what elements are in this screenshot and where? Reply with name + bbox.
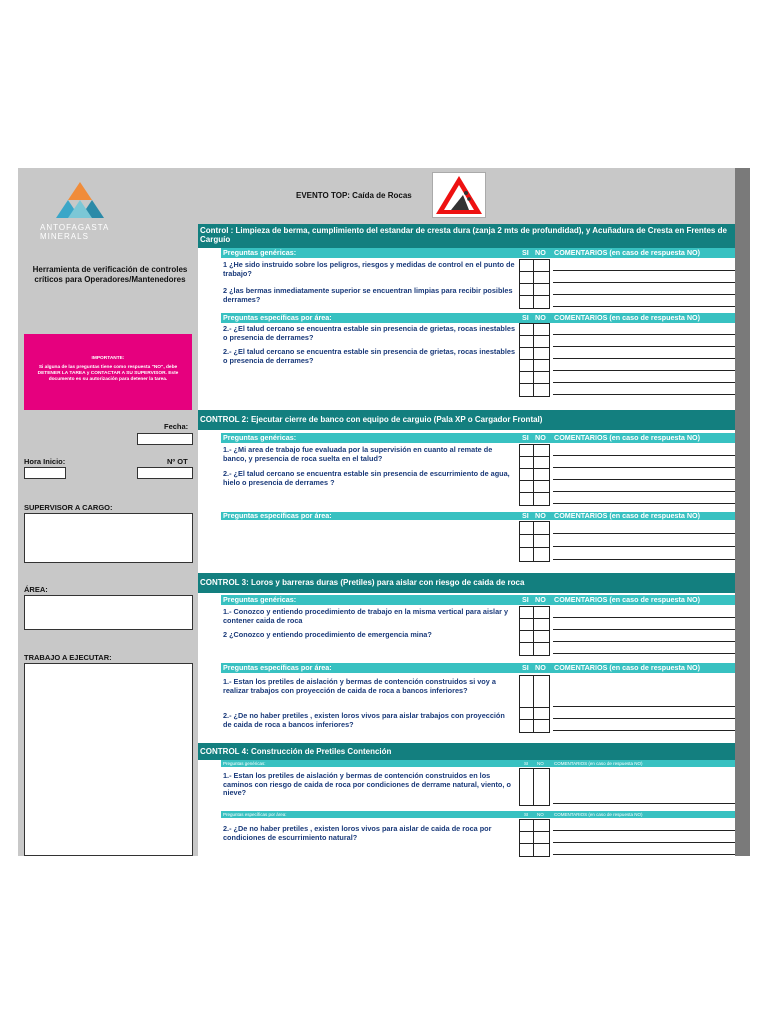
control-3-specific-header [221, 663, 735, 673]
control-1-specific-q2: 2.- ¿El talud cercano se encuentra estable sin presencia de grietas, rocas inestables o presencia de derrames? [223, 347, 515, 365]
c4-no-1[interactable] [533, 768, 550, 806]
generic-label: Preguntas genéricas: [223, 248, 297, 257]
area-label: ÁREA: [24, 585, 48, 594]
generic-label: Preguntas genéricas: [223, 761, 266, 766]
control-1-specific-q1: 2.- ¿El talud cercano se encuentra estable sin presencia de grietas, rocas inestables o presencia de derrames? [223, 324, 515, 342]
no-label: NO [537, 812, 544, 817]
specific-label: Preguntas específicas por área: [223, 511, 332, 520]
no-label: NO [535, 248, 546, 257]
area-field[interactable] [24, 595, 193, 630]
comentarios-label: COMENTARIOS (en caso de respuesta NO) [554, 663, 701, 672]
c1-no-4[interactable] [533, 295, 550, 309]
control-2-generic-q2: 2.- ¿El talud cercano se encuentra estable sin presencia de escurrimiento de agua, hielo o presencia de derrames ? [223, 469, 510, 487]
control-1-specific-header [221, 313, 735, 323]
comentarios-label: COMENTARIOS (en caso de respuesta NO) [554, 433, 701, 442]
control-4-header: CONTROL 4: Construcción de Pretiles Contención [198, 743, 735, 760]
si-label: SI [522, 663, 529, 672]
control-3-header: CONTROL 3: Loros y barreras duras (Pretiles) para aislar con riesgo de caida de roca [198, 573, 735, 593]
control-2-specific-header [221, 512, 735, 520]
si-label: SI [524, 761, 529, 766]
no-label: NO [535, 663, 546, 672]
control-3-specific-q1: 1.- Estan los pretiles de aislación y bermas de contención construidos si voy a realizar trabajos con proyección de caida de roca a bancos inferiores? [223, 677, 496, 695]
important-title: IMPORTANTE: [91, 356, 125, 361]
si-label: SI [522, 313, 529, 322]
logo-wordmark: ANTOFAGASTA MINERALS [40, 223, 110, 241]
si-label: SI [522, 511, 529, 520]
comentarios-label: COMENTARIOS (en caso de respuesta NO) [554, 761, 643, 766]
trabajo-label: TRABAJO A EJECUTAR: [24, 653, 112, 662]
supervisor-label: SUPERVISOR A CARGO: [24, 503, 113, 512]
no-label: NO [537, 761, 544, 766]
comentarios-label: COMENTARIOS (en caso de respuesta NO) [554, 313, 701, 322]
generic-label: Preguntas genéricas: [223, 433, 297, 442]
fecha-label: Fecha: [164, 422, 189, 431]
hora-inicio-label: Hora Inicio: [24, 457, 66, 466]
n-ot-label: Nº OT [167, 457, 188, 466]
no-label: NO [535, 433, 546, 442]
control-1-generic-q1: 1 ¿He sido instruido sobre los peligros, riesgos y medidas de control en el punto de trabajo? [223, 260, 515, 278]
c2s-no-3[interactable] [533, 547, 550, 562]
fecha-field[interactable] [137, 433, 193, 445]
c3s-no-1[interactable] [533, 675, 550, 709]
si-label: SI [522, 248, 529, 257]
c3-no-4[interactable] [533, 642, 550, 656]
no-label: NO [535, 595, 546, 604]
control-3-generic-q2: 2 ¿Conozco y entiendo procedimiento de emergencia mina? [223, 630, 432, 639]
specific-label: Preguntas específicas por área: [223, 313, 332, 322]
tool-title: Herramienta de verificación de controles críticos para Operadores/Mantenedores [32, 265, 188, 284]
control-1-generic-header [221, 248, 735, 258]
c4s-no-3[interactable] [533, 843, 550, 857]
control-3-generic-header [221, 595, 735, 605]
si-label: SI [522, 595, 529, 604]
specific-label: Preguntas específicas por área: [223, 663, 332, 672]
supervisor-field[interactable] [24, 513, 193, 563]
control-1-generic-q2: 2 ¿las bermas inmediatamente superior se encuentran limpias para recibir posibles derrames? [223, 286, 513, 304]
control-4-specific-header [221, 811, 735, 818]
c2-no-5[interactable] [533, 492, 550, 506]
control-3-generic-q1: 1.- Conozco y entiendo procedimiento de trabajo en la misma vertical para aislar y contener caida de roca [223, 607, 509, 625]
c1s-no-6[interactable] [533, 383, 550, 397]
hora-inicio-field[interactable] [24, 467, 66, 479]
specific-label: Preguntas específicas por área: [223, 812, 287, 817]
control-2-header: CONTROL 2: Ejecutar cierre de banco con equipo de carguio (Pala XP o Cargador Frontal) [198, 410, 735, 430]
event-title: EVENTO TOP: Caída de Rocas [296, 191, 412, 200]
control-1-header: Control : Limpieza de berma, cumplimiento del estandar de cresta dura (zanja 2 mts de profundidad), y Acuñadura de Cresta en Frentes de Carguío [198, 224, 735, 248]
control-3-specific-q2: 2.- ¿De no haber pretiles , existen loros vivos para aislar trabajos con proyección de caida de roca a bancos inferiores? [223, 711, 505, 729]
comentarios-label: COMENTARIOS (en caso de respuesta NO) [554, 812, 643, 817]
control-4-generic-header [221, 760, 735, 767]
comentarios-label: COMENTARIOS (en caso de respuesta NO) [554, 248, 701, 257]
control-4-generic-q1: 1.- Estan los pretiles de aislación y bermas de contención construidos en los caminos con riesgo de caida de roca por condiciones de derrame natural, viento, o nieve? [223, 771, 511, 797]
no-label: NO [535, 313, 546, 322]
important-notice [24, 334, 192, 410]
c3s-no-3[interactable] [533, 719, 550, 733]
company-logo [50, 180, 110, 220]
n-ot-field[interactable] [137, 467, 193, 479]
comentarios-label: COMENTARIOS (en caso de respuesta NO) [554, 511, 701, 520]
trabajo-field[interactable] [24, 663, 193, 856]
falling-rocks-sign-icon [432, 172, 486, 218]
control-4-specific-q1: 2.- ¿De no haber pretiles , existen loros vivos para aislar de caida de roca por condiciones de escurrimiento natural? [223, 824, 492, 842]
important-body: Si alguna de las preguntas tiene como respuesta "NO", debe DETENER LA TAREA y CONTACTAR A SU SUPERVISOR. Este documento es su autorización para detener la tarea. [37, 365, 179, 382]
si-label: SI [522, 433, 529, 442]
control-2-generic-q1: 1.- ¿Mi area de trabajo fue evaluada por la supervisión en cuanto al remate de banco, y presencia de roca suelta en el talud? [223, 445, 493, 463]
generic-label: Preguntas genéricas: [223, 595, 297, 604]
control-2-generic-header [221, 433, 735, 443]
si-label: SI [524, 812, 529, 817]
no-label: NO [535, 511, 546, 520]
right-scroll-band [735, 168, 750, 856]
comentarios-label: COMENTARIOS (en caso de respuesta NO) [554, 595, 701, 604]
